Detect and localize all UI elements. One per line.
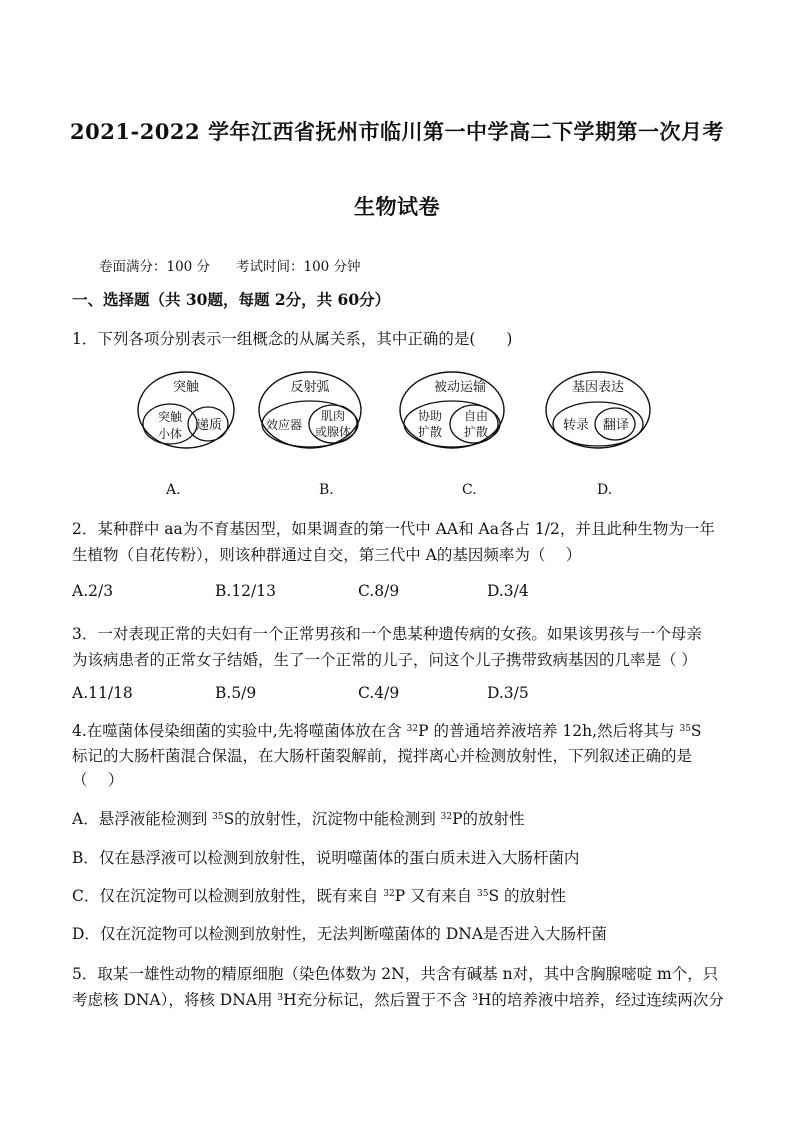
diagram-c-right-1: 自由 [463, 409, 489, 423]
diagram-b [259, 372, 361, 448]
q4-option-c: C．仅在沉淀物可以检测到放射性，既有来自 $^{32}$P 又有来自 $^{35}$S 的放射性 [72, 887, 567, 905]
q4-line3: （ ） [72, 771, 124, 789]
diagram-d-label: D. [597, 482, 613, 498]
section-heading: 一、选择题（共 30题，每题 2分，共 60分） [72, 290, 391, 309]
diagram-c-left-1: 协助 [417, 409, 443, 423]
diagram-c-right-2: 扩散 [463, 425, 489, 439]
diagram-c-label: C. [462, 482, 477, 498]
q1-stem: 1．下列各项分别表示一组概念的从属关系，其中正确的是( ) [72, 330, 513, 348]
diagram-b-right-2: 或腺体 [314, 425, 352, 439]
q2-option-b: B.12/13 [215, 582, 276, 600]
q2-option-a: A.2/3 [72, 582, 114, 600]
diagram-c [400, 372, 504, 448]
full-score: 卷面满分：100 分 [99, 259, 211, 275]
diagram-b-label: B. [319, 482, 334, 498]
diagram-a-left-2: 小体 [157, 427, 183, 441]
q3-line1: 3．一对表现正常的夫妇有一个正常男孩和一个患某种遗传病的女孩。如果该男孩与一个母亲 [72, 625, 702, 643]
q3-option-b: B.5/9 [215, 684, 257, 702]
q2-line2: 生植物（自花传粉），则该种群通过自交，第三代中 A的基因频率为（ ） [72, 546, 582, 564]
q4-line2: 标记的大肠杆菌混合保温，在大肠杆菌裂解前，搅拌离心并检测放射性，下列叙述正确的是 [72, 747, 693, 765]
q2-line1: 2．某种群中 aa为不育基因型，如果调查的第一代中 AA和 Aa各占 1/2，并且此种生物为一年 [72, 520, 715, 538]
diagram-a-label: A. [166, 482, 181, 498]
q5-line2: 考虑核 DNA），将核 DNA用 $^3$H充分标记，然后置于不含 $^3$H的培养液中培养，经过连续两次分 [72, 991, 724, 1009]
q4-line1: 4.在噬菌体侵染细菌的实验中,先将噬菌体放在含 $^{32}$P 的普通培养液培养 12h,然后将其与 $^{35}$S [72, 722, 702, 740]
q4-option-b: B．仅在悬浮液可以检测到放射性，说明噬菌体的蛋白质未进入大肠杆菌内 [72, 849, 580, 867]
diagram-a-outer: 突触 [172, 380, 200, 395]
q3-line2: 为该病患者的正常女子结婚，生了一个正常的儿子，问这个儿子携带致病基因的几率是（ ） [72, 651, 697, 669]
q2-option-d: D.3/4 [487, 582, 529, 600]
q2-option-c: C.8/9 [358, 582, 400, 600]
diagram-c-left-2: 扩散 [417, 425, 443, 439]
q4-option-d: D．仅在沉淀物可以检测到放射性，无法判断噬菌体的 DNA是否进入大肠杆菌 [72, 925, 608, 943]
page-title: 2021-2022 学年江西省抚州市临川第一中学高二下学期第一次月考 [70, 119, 724, 144]
diagram-a-right-1: 递质 [195, 418, 223, 433]
q3-option-d: D.3/5 [487, 684, 529, 702]
diagram-d-outer: 基因表达 [571, 380, 625, 395]
diagram-d-left-1: 转录 [562, 418, 590, 433]
page-subtitle: 生物试卷 [354, 194, 440, 219]
diagram-b-left-1: 效应器 [265, 418, 303, 432]
exam-time: 考试时间：100 分钟 [236, 259, 361, 275]
diagram-d-right-1: 翻译 [602, 418, 630, 433]
diagram-c-outer: 被动运输 [433, 380, 487, 395]
q3-option-c: C.4/9 [358, 684, 400, 702]
q3-option-a: A.11/18 [72, 684, 133, 702]
diagram-d [546, 372, 650, 448]
diagram-a-left-1: 突触 [157, 410, 183, 424]
diagram-b-outer: 反射弧 [290, 380, 330, 395]
q4-option-a: A．悬浮液能检测到 $^{35}$S的放射性，沉淀物中能检测到 $^{32}$P的放射性 [72, 810, 525, 828]
q5-line1: 5．取某一雄性动物的精原细胞（染色体数为 2N，共含有碱基 n对，其中含胸腺嘧啶 m个，只 [72, 965, 719, 983]
diagram-b-right-1: 肌肉 [320, 409, 346, 423]
diagram-a [138, 372, 234, 448]
